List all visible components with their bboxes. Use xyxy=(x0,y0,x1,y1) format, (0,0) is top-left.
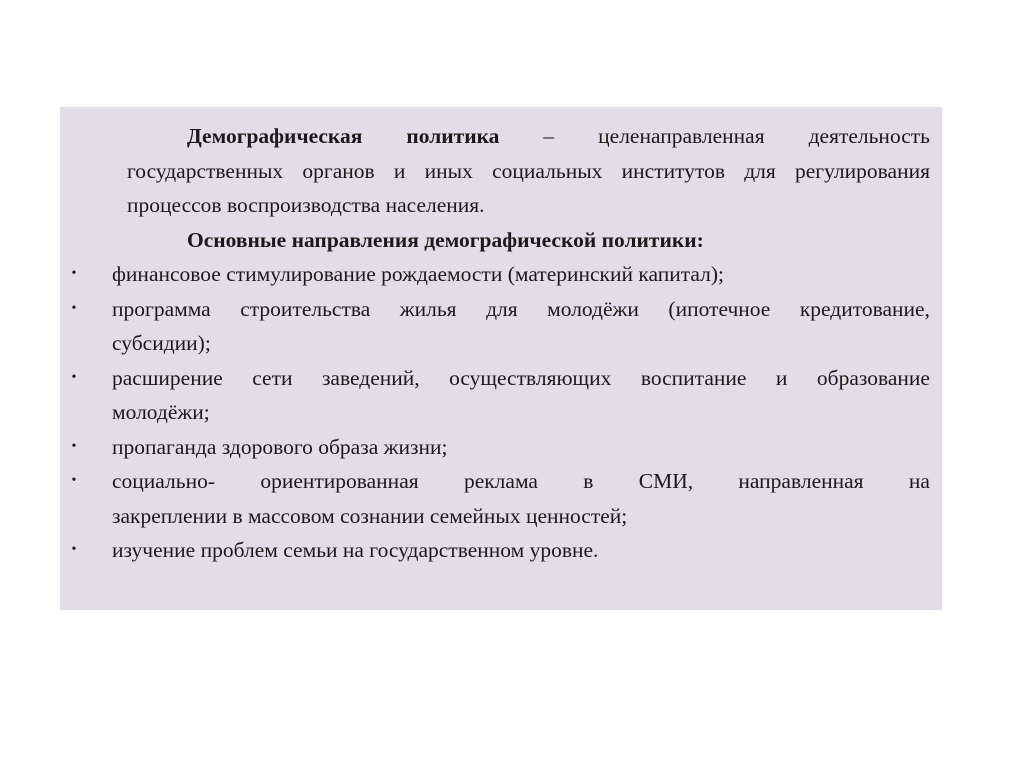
definition-line-2-word: институтов xyxy=(621,158,725,183)
bullet-dot-icon: • xyxy=(71,266,77,281)
list-item xyxy=(60,533,930,568)
list-item xyxy=(60,257,930,292)
definition-line-2-word: и xyxy=(393,158,406,183)
definition-line-2-word: органов xyxy=(302,158,375,183)
list-item-line: субсидии); xyxy=(112,331,211,355)
definition-term-2: политика xyxy=(406,124,500,148)
definition-word-2: деятельность xyxy=(808,124,930,148)
definition-line-3: процессов воспроизводства населения. xyxy=(127,193,485,217)
definition-line-2-word: регулирования xyxy=(795,158,930,183)
definition-line-2-word: иных xyxy=(424,158,473,183)
bullet-dot-icon: • xyxy=(71,438,77,454)
list-item xyxy=(60,361,930,430)
text-panel xyxy=(60,107,942,610)
list-item-line: программа строительства жилья для молодёжи (ипотечное кредитование, xyxy=(112,296,930,321)
list-item-line: молодёжи; xyxy=(112,400,210,424)
list-item-line: пропаганда здорового образа жизни; xyxy=(112,434,448,459)
definition-dash: – xyxy=(543,124,555,148)
list-item-line: изучение проблем семьи на государственном уровне. xyxy=(112,538,599,562)
section-heading: Основные направления демографической политики: xyxy=(187,227,704,252)
list-item xyxy=(60,464,930,533)
bullet-dot-icon: • xyxy=(71,542,77,557)
definition-term: Демографическая xyxy=(187,124,363,148)
definition-line-2-word: государственных xyxy=(127,158,284,183)
bullet-dot-icon: • xyxy=(71,473,77,488)
definition-line-2 xyxy=(127,154,930,189)
bullet-dot-icon: • xyxy=(71,300,77,316)
list-item xyxy=(60,430,930,465)
directions-list xyxy=(71,257,930,568)
definition-word-1: целенаправленная xyxy=(598,124,765,148)
bullet-dot-icon: • xyxy=(71,369,77,385)
definition-first-line xyxy=(187,119,930,154)
list-item-line: закреплении в массовом сознании семейных ценностей; xyxy=(112,503,628,528)
list-item xyxy=(60,292,930,361)
definition-line-2-word: социальных xyxy=(492,158,603,183)
list-item-line: финансовое стимулирование рождаемости (материнский капитал); xyxy=(112,262,725,286)
list-item-line: социально- ориентированная реклама в СМИ, направленная на xyxy=(112,469,930,493)
list-item-line: расширение сети заведений, осуществляющих воспитание и образование xyxy=(112,365,930,390)
definition-line-2-word: для xyxy=(744,158,776,183)
